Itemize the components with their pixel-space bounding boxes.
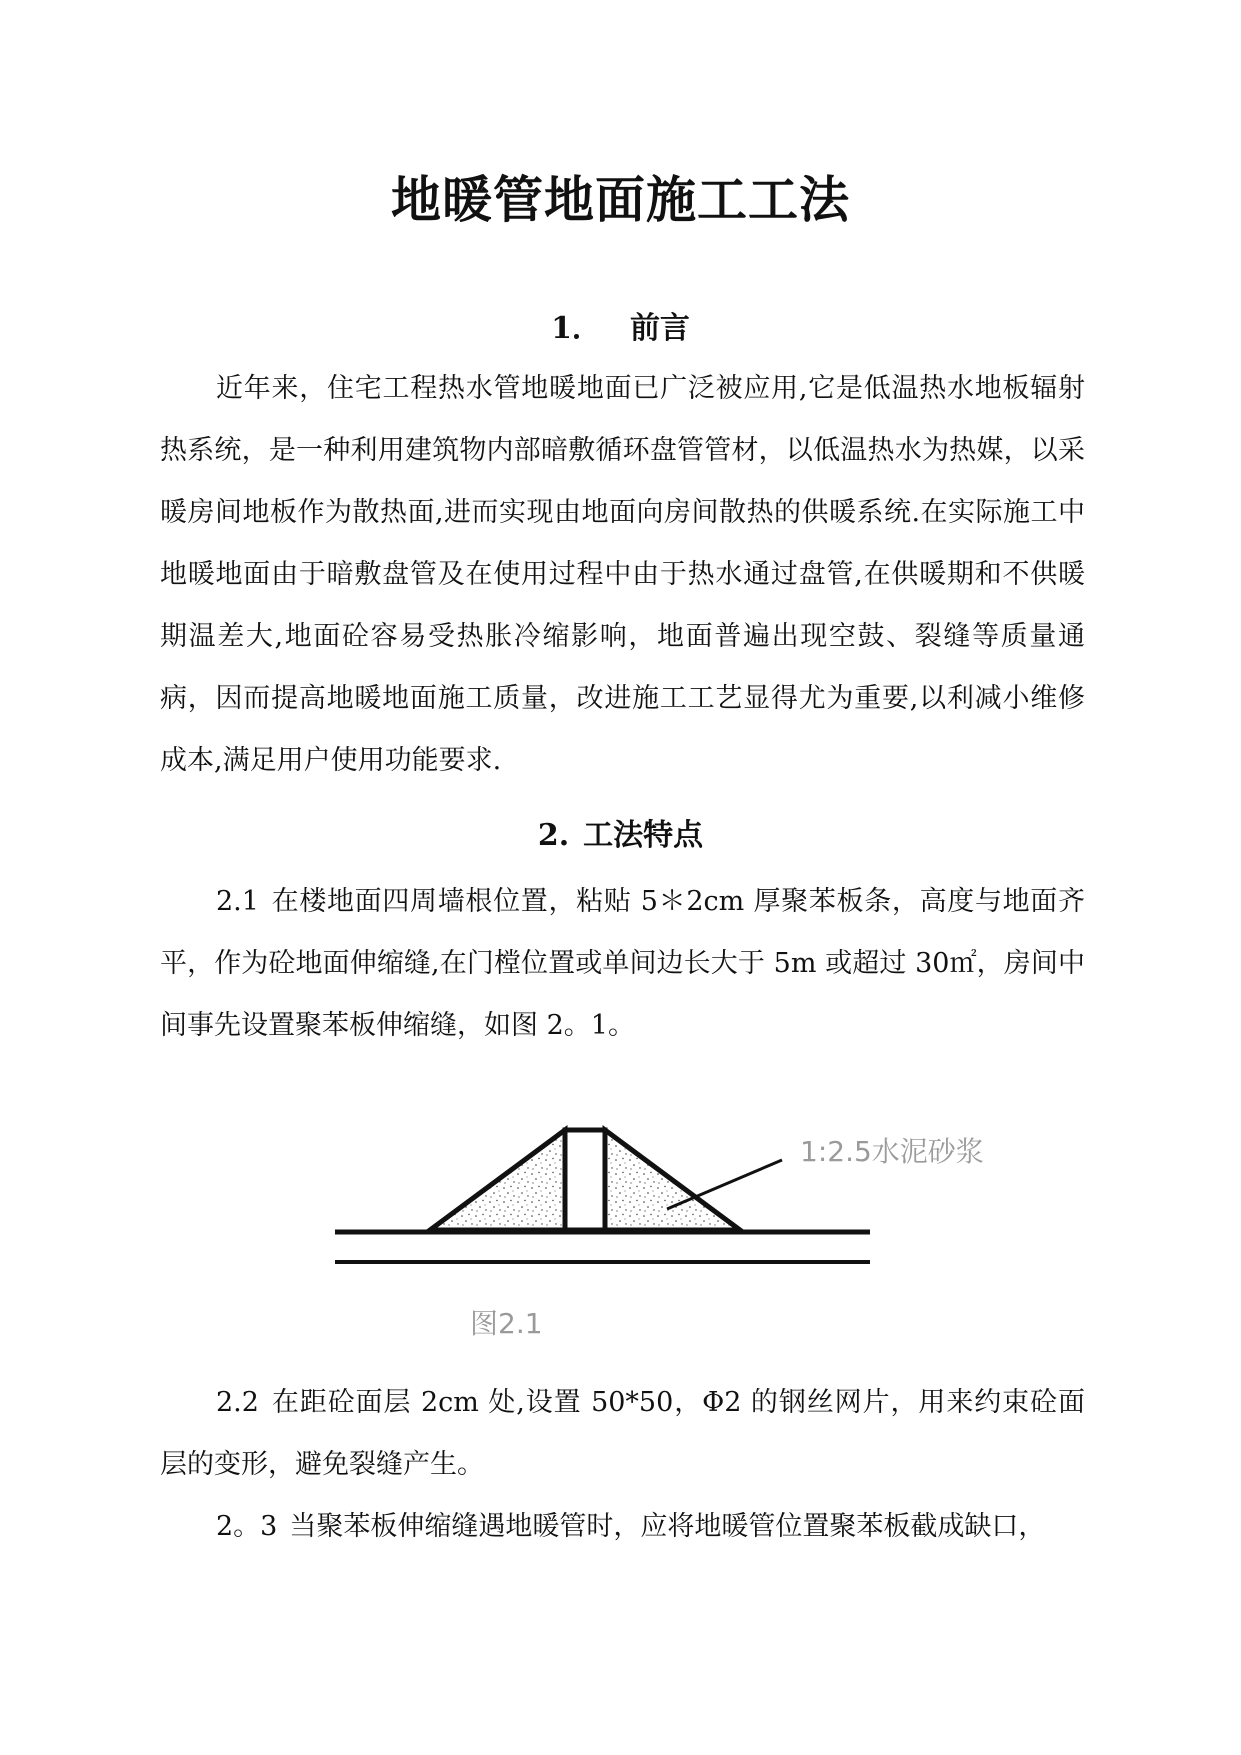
- section-title: 工法特点: [583, 818, 704, 853]
- item-2-3-paragraph: [160, 1496, 1085, 1558]
- item-2-1-paragraph: [160, 871, 1085, 1057]
- item-text: 在楼地面四周墙根位置，粘贴 5＊2cm 厚聚苯板条，高度与地面齐平，作为砼地面伸缩缝,在门樘位置或单间边长大于 5m 或超过 30㎡，房间中间事先设置聚苯板伸缩缝，如图 2。1。: [160, 886, 1085, 1041]
- mortar-left-wedge: [430, 1130, 565, 1230]
- section-heading-preface: [0, 303, 1241, 347]
- section-heading-features: [0, 810, 1241, 854]
- figure-expansion-joint-diagram: [320, 1115, 984, 1355]
- item-number: 2。3: [216, 1511, 278, 1542]
- foam-board-strip: [565, 1130, 605, 1230]
- section-number: 1．: [551, 311, 602, 346]
- item-number: 2.2: [216, 1387, 259, 1418]
- preface-paragraph: 近年来，住宅工程热水管地暖地面已广泛被应用,它是低温热水地板辐射热系统，是一种利用建筑物内部暗敷循环盘管管材，以低温热水为热媒，以采暖房间地板作为散热面,进而实现由地面向房间散热的供暖系统.在实际施工中地暖地面由于暗敷盘管及在使用过程中由于热水通过盘管,在供暖期和不供暖期温差大,地面砼容易受热胀冷缩影响，地面普遍出现空鼓、裂缝等质量通病，因而提高地暖地面施工质量，改进施工工艺显得尤为重要,以利减小维修成本,满足用户使用功能要求.: [160, 373, 1085, 776]
- figure-caption: 图2.1: [470, 1307, 543, 1340]
- item-text: 在距砼面层 2cm 处,设置 50*50，Φ2 的钢丝网片，用来约束砼面层的变形，避免裂缝产生。: [160, 1387, 1085, 1480]
- callout-leader-line: [667, 1160, 782, 1209]
- item-number: 2.1: [216, 886, 259, 917]
- callout-label: 1:2.5水泥砂浆: [800, 1135, 984, 1168]
- section-title: 前言: [629, 311, 690, 346]
- item-2-2-paragraph: [160, 1372, 1085, 1496]
- section-number: 2.: [537, 818, 570, 853]
- item-text: 当聚苯板伸缩缝遇地暖管时，应将地暖管位置聚苯板截成缺口，: [289, 1511, 1046, 1542]
- page-title: 地暖管地面施工工法: [391, 170, 850, 229]
- mortar-right-wedge: [605, 1130, 740, 1230]
